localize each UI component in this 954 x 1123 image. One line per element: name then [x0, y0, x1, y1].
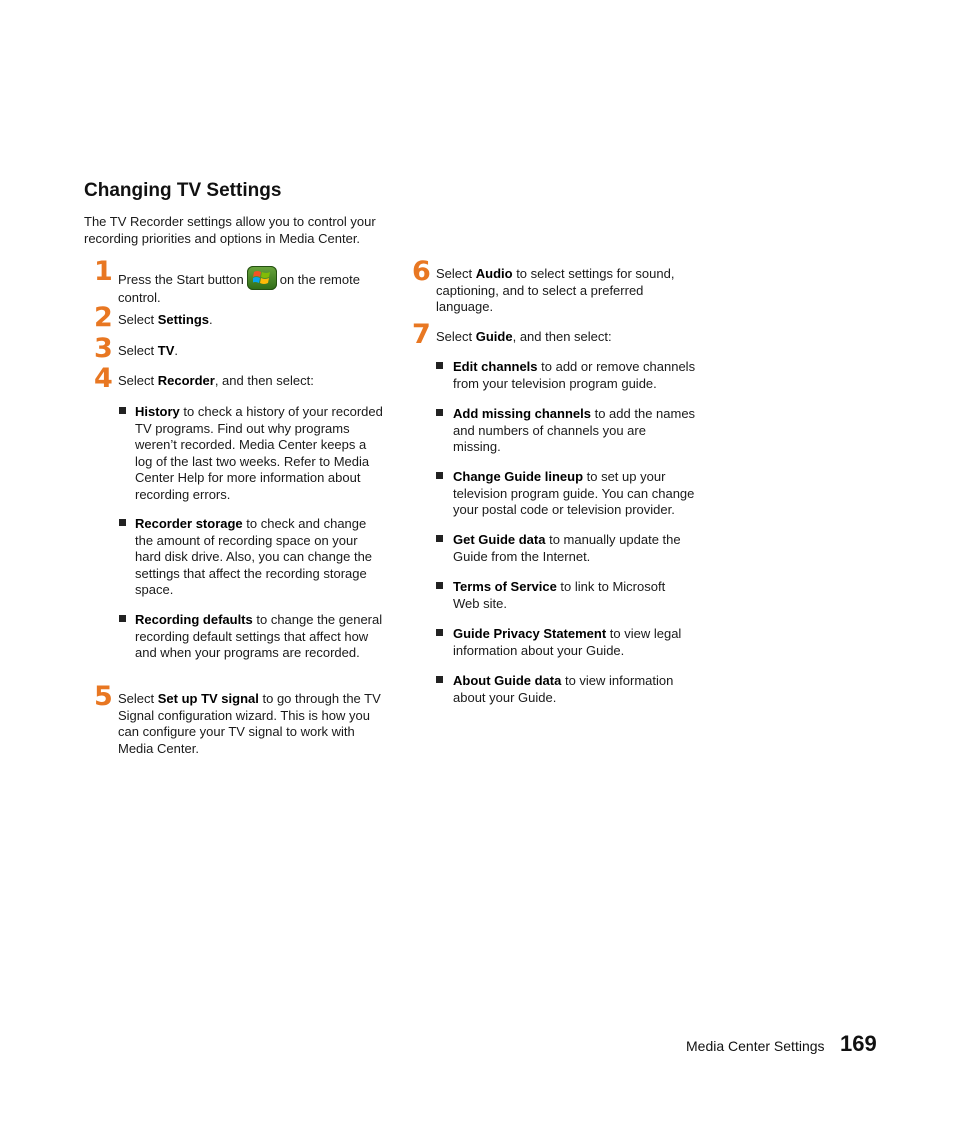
page-title: Changing TV Settings — [84, 180, 282, 201]
step-number: 1 — [94, 256, 113, 287]
list-item-edit-channels: Edit channels to add or remove channels from your television program guide. — [453, 359, 703, 392]
square-bullet — [436, 629, 443, 636]
intro-paragraph: The TV Recorder settings allow you to control your recording priorities and options in Media Center. — [84, 214, 376, 246]
step-number: 3 — [94, 333, 113, 364]
list-item-history: History to check a history of your recorded TV programs. Find out why programs weren’t recorded. Media Center keeps a log of the last two weeks. Refer to Media Center Help for more information about recording errors. — [135, 404, 383, 503]
list-item-add-missing-channels: Add missing channels to add the names and numbers of channels you are missing. — [453, 406, 697, 456]
square-bullet — [436, 409, 443, 416]
step-1 — [94, 256, 378, 307]
list-item-recorder-storage: Recorder storage to check and change the amount of recording space on your hard disk drive. Also, you can change the settings that affect the recording storage space. — [135, 516, 383, 599]
step-5 — [94, 681, 384, 757]
footer-section-label: Media Center Settings — [686, 1038, 825, 1054]
step-text: Select Guide, and then select: — [436, 329, 612, 344]
square-bullet — [436, 362, 443, 369]
step-text: Press the Start button on the remote control. — [118, 266, 378, 307]
step-7 — [412, 319, 686, 350]
list-item-about-guide-data: About Guide data to view information about your Guide. — [453, 673, 703, 706]
step-number: 5 — [94, 681, 113, 712]
square-bullet — [119, 407, 126, 414]
step-number: 7 — [412, 319, 431, 350]
step-3 — [94, 333, 378, 364]
windows-start-icon — [247, 266, 277, 290]
step-number: 4 — [94, 363, 113, 394]
step-text: Select Audio to select settings for sound, captioning, and to select a preferred language. — [436, 266, 675, 314]
square-bullet — [436, 535, 443, 542]
square-bullet — [119, 519, 126, 526]
step-text: Select TV. — [118, 343, 178, 358]
square-bullet — [436, 582, 443, 589]
list-item-terms-of-service: Terms of Service to link to Microsoft Web site. — [453, 579, 693, 612]
square-bullet — [436, 676, 443, 683]
list-item-change-guide-lineup: Change Guide lineup to set up your television program guide. You can change your postal code or television provider. — [453, 469, 703, 519]
list-item-get-guide-data: Get Guide data to manually update the Guide from the Internet. — [453, 532, 703, 565]
step-2 — [94, 302, 378, 333]
list-item-recording-defaults: Recording defaults to change the general recording default settings that affect how and when your programs are recorded. — [135, 612, 383, 662]
square-bullet — [436, 472, 443, 479]
step-6 — [412, 256, 686, 316]
step-text: Select Set up TV signal to go through the TV Signal configuration wizard. This is how you can configure your TV signal to work with Media Center. — [118, 691, 381, 756]
step-text: Select Settings. — [118, 312, 213, 327]
step-number: 2 — [94, 302, 113, 333]
list-item-guide-privacy-statement: Guide Privacy Statement to view legal information about your Guide. — [453, 626, 705, 659]
square-bullet — [119, 615, 126, 622]
step-text: Select Recorder, and then select: — [118, 373, 314, 388]
step-number: 6 — [412, 256, 431, 287]
step-4 — [94, 363, 378, 394]
page-number: 169 — [840, 1031, 877, 1056]
